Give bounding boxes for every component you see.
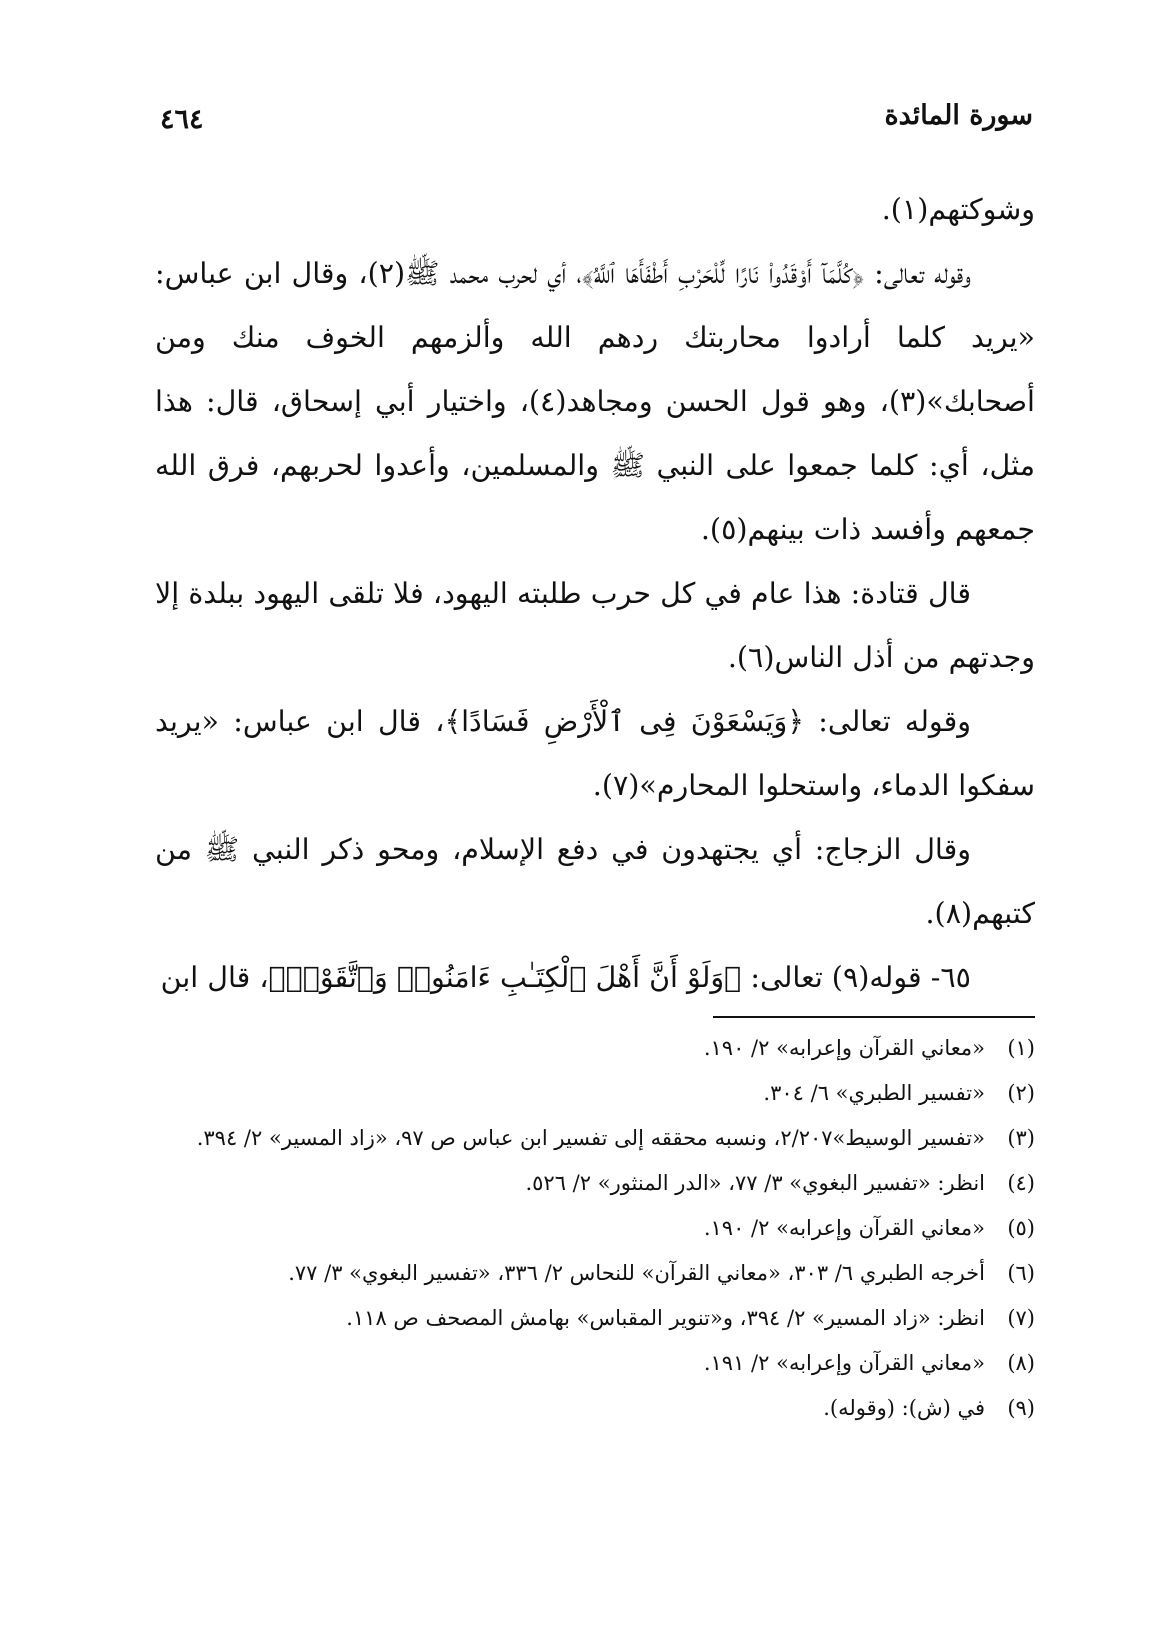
footnote — [155, 1251, 1035, 1296]
footnote-number: (٤) — [1007, 1171, 1035, 1195]
footnote — [155, 1206, 1035, 1251]
footnote-number: (٩) — [1007, 1396, 1035, 1420]
footnote-text: «تفسير الطبري» ٦/ ٣٠٤. — [763, 1081, 985, 1105]
footnotes — [155, 1026, 1035, 1431]
footnote-text: انظر: «تفسير البغوي» ٣/ ٧٧، «الدر المنثور» ٢/ ٥٢٦. — [525, 1171, 985, 1195]
footnote-text: «تفسير الوسيط»٢/٢٠٧، ونسبه محققه إلى تفسير ابن عباس ص ٩٧، «زاد المسير» ٢/ ٣٩٤. — [196, 1126, 985, 1150]
paragraph: قال قتادة: هذا عام في كل حرب طلبته اليهود، فلا تلقى اليهود ببلدة إلا وجدتهم من أذل الناس(٦). — [155, 577, 1035, 674]
footnote — [155, 1296, 1035, 1341]
footnote-text: في (ش): (وقوله). — [823, 1396, 985, 1420]
footnote — [155, 1026, 1035, 1071]
footnote-text: أخرجه الطبري ٦/ ٣٠٣، «معاني القرآن» للنحاس ٢/ ٣٣٦، «تفسير البغوي» ٣/ ٧٧. — [288, 1261, 985, 1285]
paragraph: ٦٥- قوله(٩) تعالى: ﴿وَلَوْ أَنَّ أَهْلَ ٱلْكِتَـٰبِ ءَامَنُوا۟ وَٱتَّقَوْا۟﴾، قال ابن — [160, 961, 971, 994]
footnote-number: (٧) — [1007, 1306, 1035, 1330]
footnote-text: «معاني القرآن وإعرابه» ٢/ ١٩٠. — [703, 1216, 985, 1240]
footnote-number: (٢) — [1007, 1081, 1035, 1105]
paragraph-continuation: وشوكتهم(١). — [881, 193, 1035, 226]
footnote — [155, 1161, 1035, 1206]
footnote-number: (٦) — [1007, 1261, 1035, 1285]
main-text — [155, 178, 1035, 1010]
footnote — [155, 1386, 1035, 1431]
footnote-text: انظر: «زاد المسير» ٢/ ٣٩٤، و«تنوير المقباس» بهامش المصحف ص ١١٨. — [346, 1306, 985, 1330]
paragraph: وقال الزجاج: أي يجتهدون في دفع الإسلام، ومحو ذكر النبي ﷺ من كتبهم(٨). — [155, 833, 1035, 930]
paragraph: وقوله تعالى: ﴿وَيَسْعَوْنَ فِى ٱلْأَرْضِ فَسَادًا﴾، قال ابن عباس: «يريد سفكوا الدماء، واستحلوا المحارم»(٧). — [155, 705, 1035, 802]
footnote-text: «معاني القرآن وإعرابه» ٢/ ١٩١. — [703, 1351, 985, 1375]
footnote-text: «معاني القرآن وإعرابه» ٢/ ١٩٠. — [703, 1036, 985, 1060]
footnote-number: (٥) — [1007, 1216, 1035, 1240]
footnote-number: (٨) — [1007, 1351, 1035, 1375]
footnote — [155, 1116, 1035, 1161]
paragraph: وقوله تعالى: ﴿كُلَّمَآ أَوْقَدُوا۟ نَارًا لِّلْحَرْبِ أَطْفَأَهَا ٱللَّهُ﴾، أي لحرب محمد ﷺ(٢)، وقال ابن عباس: «يريد كلما أرادوا محاربتك ردهم الله وألزمهم الخوف منك ومن أصحابك»(٣)، وهو قول الحسن ومجاهد(٤)، واختيار أبي إسحاق، قال: هذا مثل، أي: كلما جمعوا على النبي ﷺ والمسلمين، وأعدوا لحربهم، فرق الله جمعهم وأفسد ذات بينهم(٥). — [155, 257, 1035, 546]
footnote-divider — [713, 1016, 1035, 1018]
surah-title: سورة المائدة — [884, 100, 1033, 131]
page-number: ٤٦٤ — [160, 104, 204, 135]
footnote — [155, 1071, 1035, 1116]
footnote-number: (٣) — [1007, 1126, 1035, 1150]
footnote — [155, 1341, 1035, 1386]
footnote-number: (١) — [1007, 1036, 1035, 1060]
running-head — [160, 100, 1033, 150]
